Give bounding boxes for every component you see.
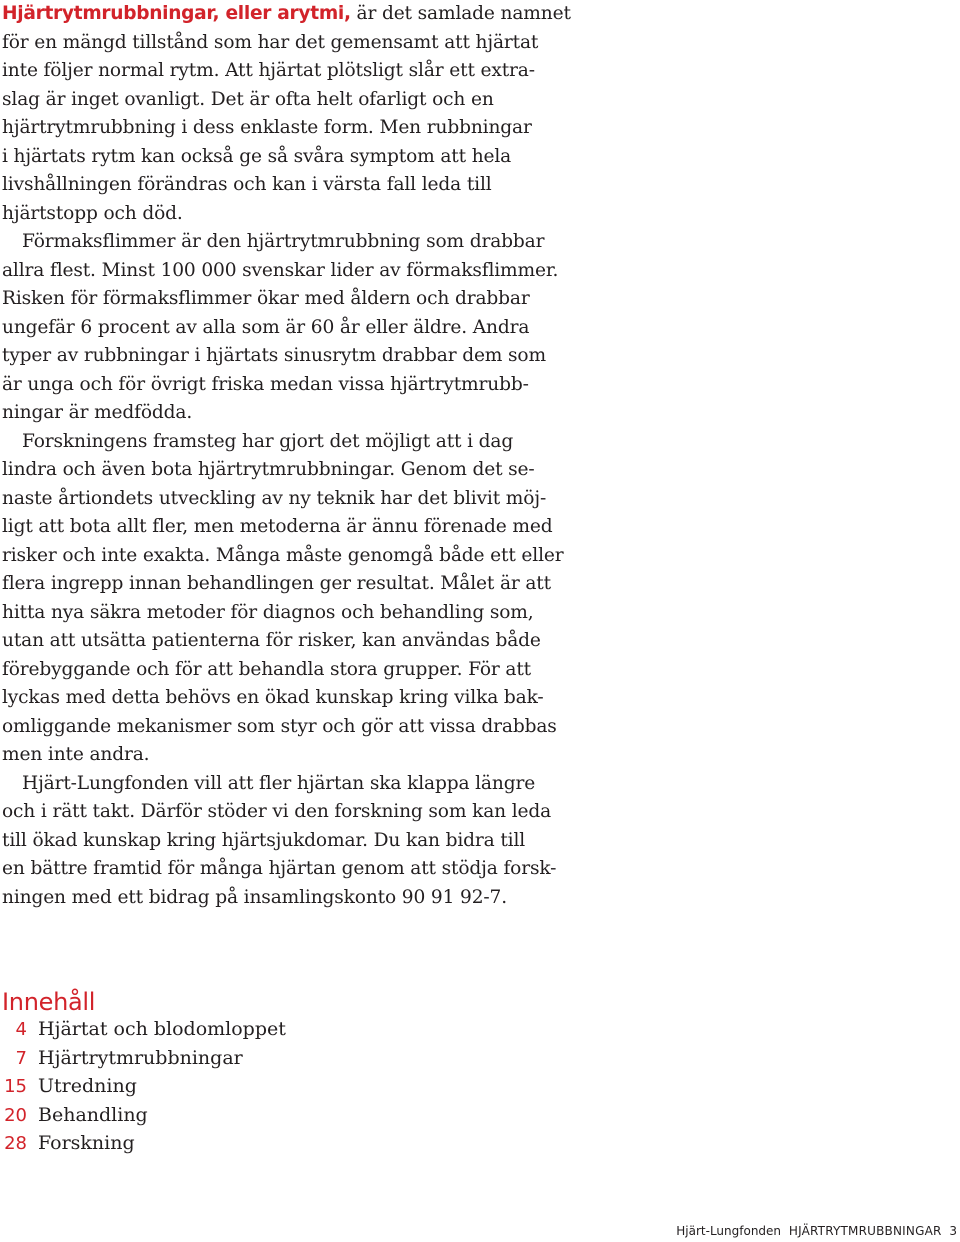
paragraph-line: lindra och även bota hjärtrytmrubbningar. Genom det se-: [2, 459, 535, 480]
footer-page-number: 3: [949, 1224, 957, 1238]
toc-item[interactable]: [2, 1132, 286, 1161]
paragraph-line: typer av rubbningar i hjärtats sinusrytm drabbar dem som: [2, 345, 546, 366]
paragraph-line: till ökad kunskap kring hjärtsjukdomar. Du kan bidra till: [2, 829, 526, 851]
paragraph-line: slag är inget ovanligt. Det är ofta helt ofarligt och en: [2, 88, 494, 110]
toc-item-label: Behandling: [38, 1103, 148, 1126]
paragraph-line: Forskningens framsteg har gjort det möjligt att i dag: [22, 430, 514, 452]
article-body: [2, 0, 571, 912]
table-of-contents: [2, 986, 286, 1161]
paragraph-line: ningar är medfödda.: [2, 402, 193, 423]
paragraph-line: livshållningen förändras och kan i värsta fall leda till: [2, 174, 492, 195]
lead-in: Hjärtrytmrubbningar, eller arytmi,: [2, 3, 351, 24]
paragraph-line: hjärtstopp och död.: [2, 202, 183, 224]
paragraph-line: ningen med ett bidrag på insamlingskonto 90 91 92-7.: [2, 886, 507, 908]
paragraph-line: inte följer normal rytm. Att hjärtat plötsligt slår ett extra-: [2, 60, 535, 81]
paragraph-line: förebyggande och för att behandla stora grupper. För att: [2, 658, 531, 680]
paragraph-line: omliggande mekanismer som styr och gör att vissa drabbas: [2, 715, 557, 737]
paragraph-line: ligt att bota allt fler, men metoderna är ännu förenade med: [2, 516, 553, 537]
paragraph-line: Risken för förmaksflimmer ökar med åldern och drabbar: [2, 288, 530, 309]
toc-item[interactable]: [2, 1075, 286, 1104]
footer-section-title: HJÄRTRYTMRUBBNINGAR: [788, 1224, 942, 1238]
paragraph-line: men inte andra.: [2, 744, 150, 765]
toc-title: Innehåll: [2, 988, 96, 1016]
toc-page-number: 7: [15, 1047, 27, 1069]
paragraph-line: hjärtrytmrubbning i dess enklaste form. Men rubbningar: [2, 117, 532, 138]
footer-publisher: Hjärt-Lungfonden: [676, 1224, 782, 1238]
toc-item[interactable]: [2, 1047, 286, 1076]
paragraph-line: flera ingrepp innan behandlingen ger resultat. Målet är att: [2, 573, 551, 594]
toc-item-label: Forskning: [38, 1132, 135, 1154]
paragraph-line: är unga och för övrigt friska medan vissa hjärtrytmrubb-: [2, 373, 529, 395]
paragraph-line: hitta nya säkra metoder för diagnos och behandling som,: [2, 601, 534, 623]
toc-page-number: 28: [4, 1133, 27, 1154]
paragraph-line: lyckas med detta behövs en ökad kunskap kring vilka bak-: [2, 687, 544, 708]
paragraph-line: för en mängd tillstånd som har det gemensamt att hjärtat: [2, 31, 539, 53]
paragraph-line: utan att utsätta patienterna för risker, kan användas både: [2, 630, 541, 651]
toc-item-label: Utredning: [38, 1075, 137, 1097]
toc-page-number: 4: [15, 1019, 27, 1040]
toc-item[interactable]: [2, 1018, 286, 1047]
paragraph-line: Hjärtrytmrubbningar, eller arytmi, är det samlade namnet: [2, 3, 571, 24]
paragraph-line: allra flest. Minst 100 000 svenskar lider av förmaksflimmer.: [2, 259, 559, 281]
toc-item[interactable]: [2, 1104, 286, 1133]
toc-item-label: Hjärtat och blodomloppet: [38, 1018, 286, 1040]
page-footer: [676, 1224, 957, 1238]
paragraph-line: Förmaksflimmer är den hjärtrytmrubbning som drabbar: [22, 231, 545, 252]
toc-page-number: 20: [4, 1104, 27, 1126]
toc-item-label: Hjärtrytmrubbningar: [38, 1046, 243, 1069]
paragraph-line: Hjärt-Lungfonden vill att fler hjärtan ska klappa längre: [22, 772, 536, 794]
paragraph-line: och i rätt takt. Därför stöder vi den forskning som kan leda: [2, 801, 552, 822]
paragraph-line: risker och inte exakta. Många måste genomgå både ett eller: [2, 544, 564, 566]
paragraph-line: en bättre framtid för många hjärtan genom att stödja forsk-: [2, 858, 557, 879]
paragraph-line: naste årtiondets utveckling av ny teknik har det blivit möj-: [2, 487, 547, 509]
paragraph-line: ungefär 6 procent av alla som är 60 år eller äldre. Andra: [2, 316, 530, 338]
toc-page-number: 15: [4, 1076, 27, 1097]
paragraph-line: i hjärtats rytm kan också ge så svåra symptom att hela: [2, 145, 512, 167]
